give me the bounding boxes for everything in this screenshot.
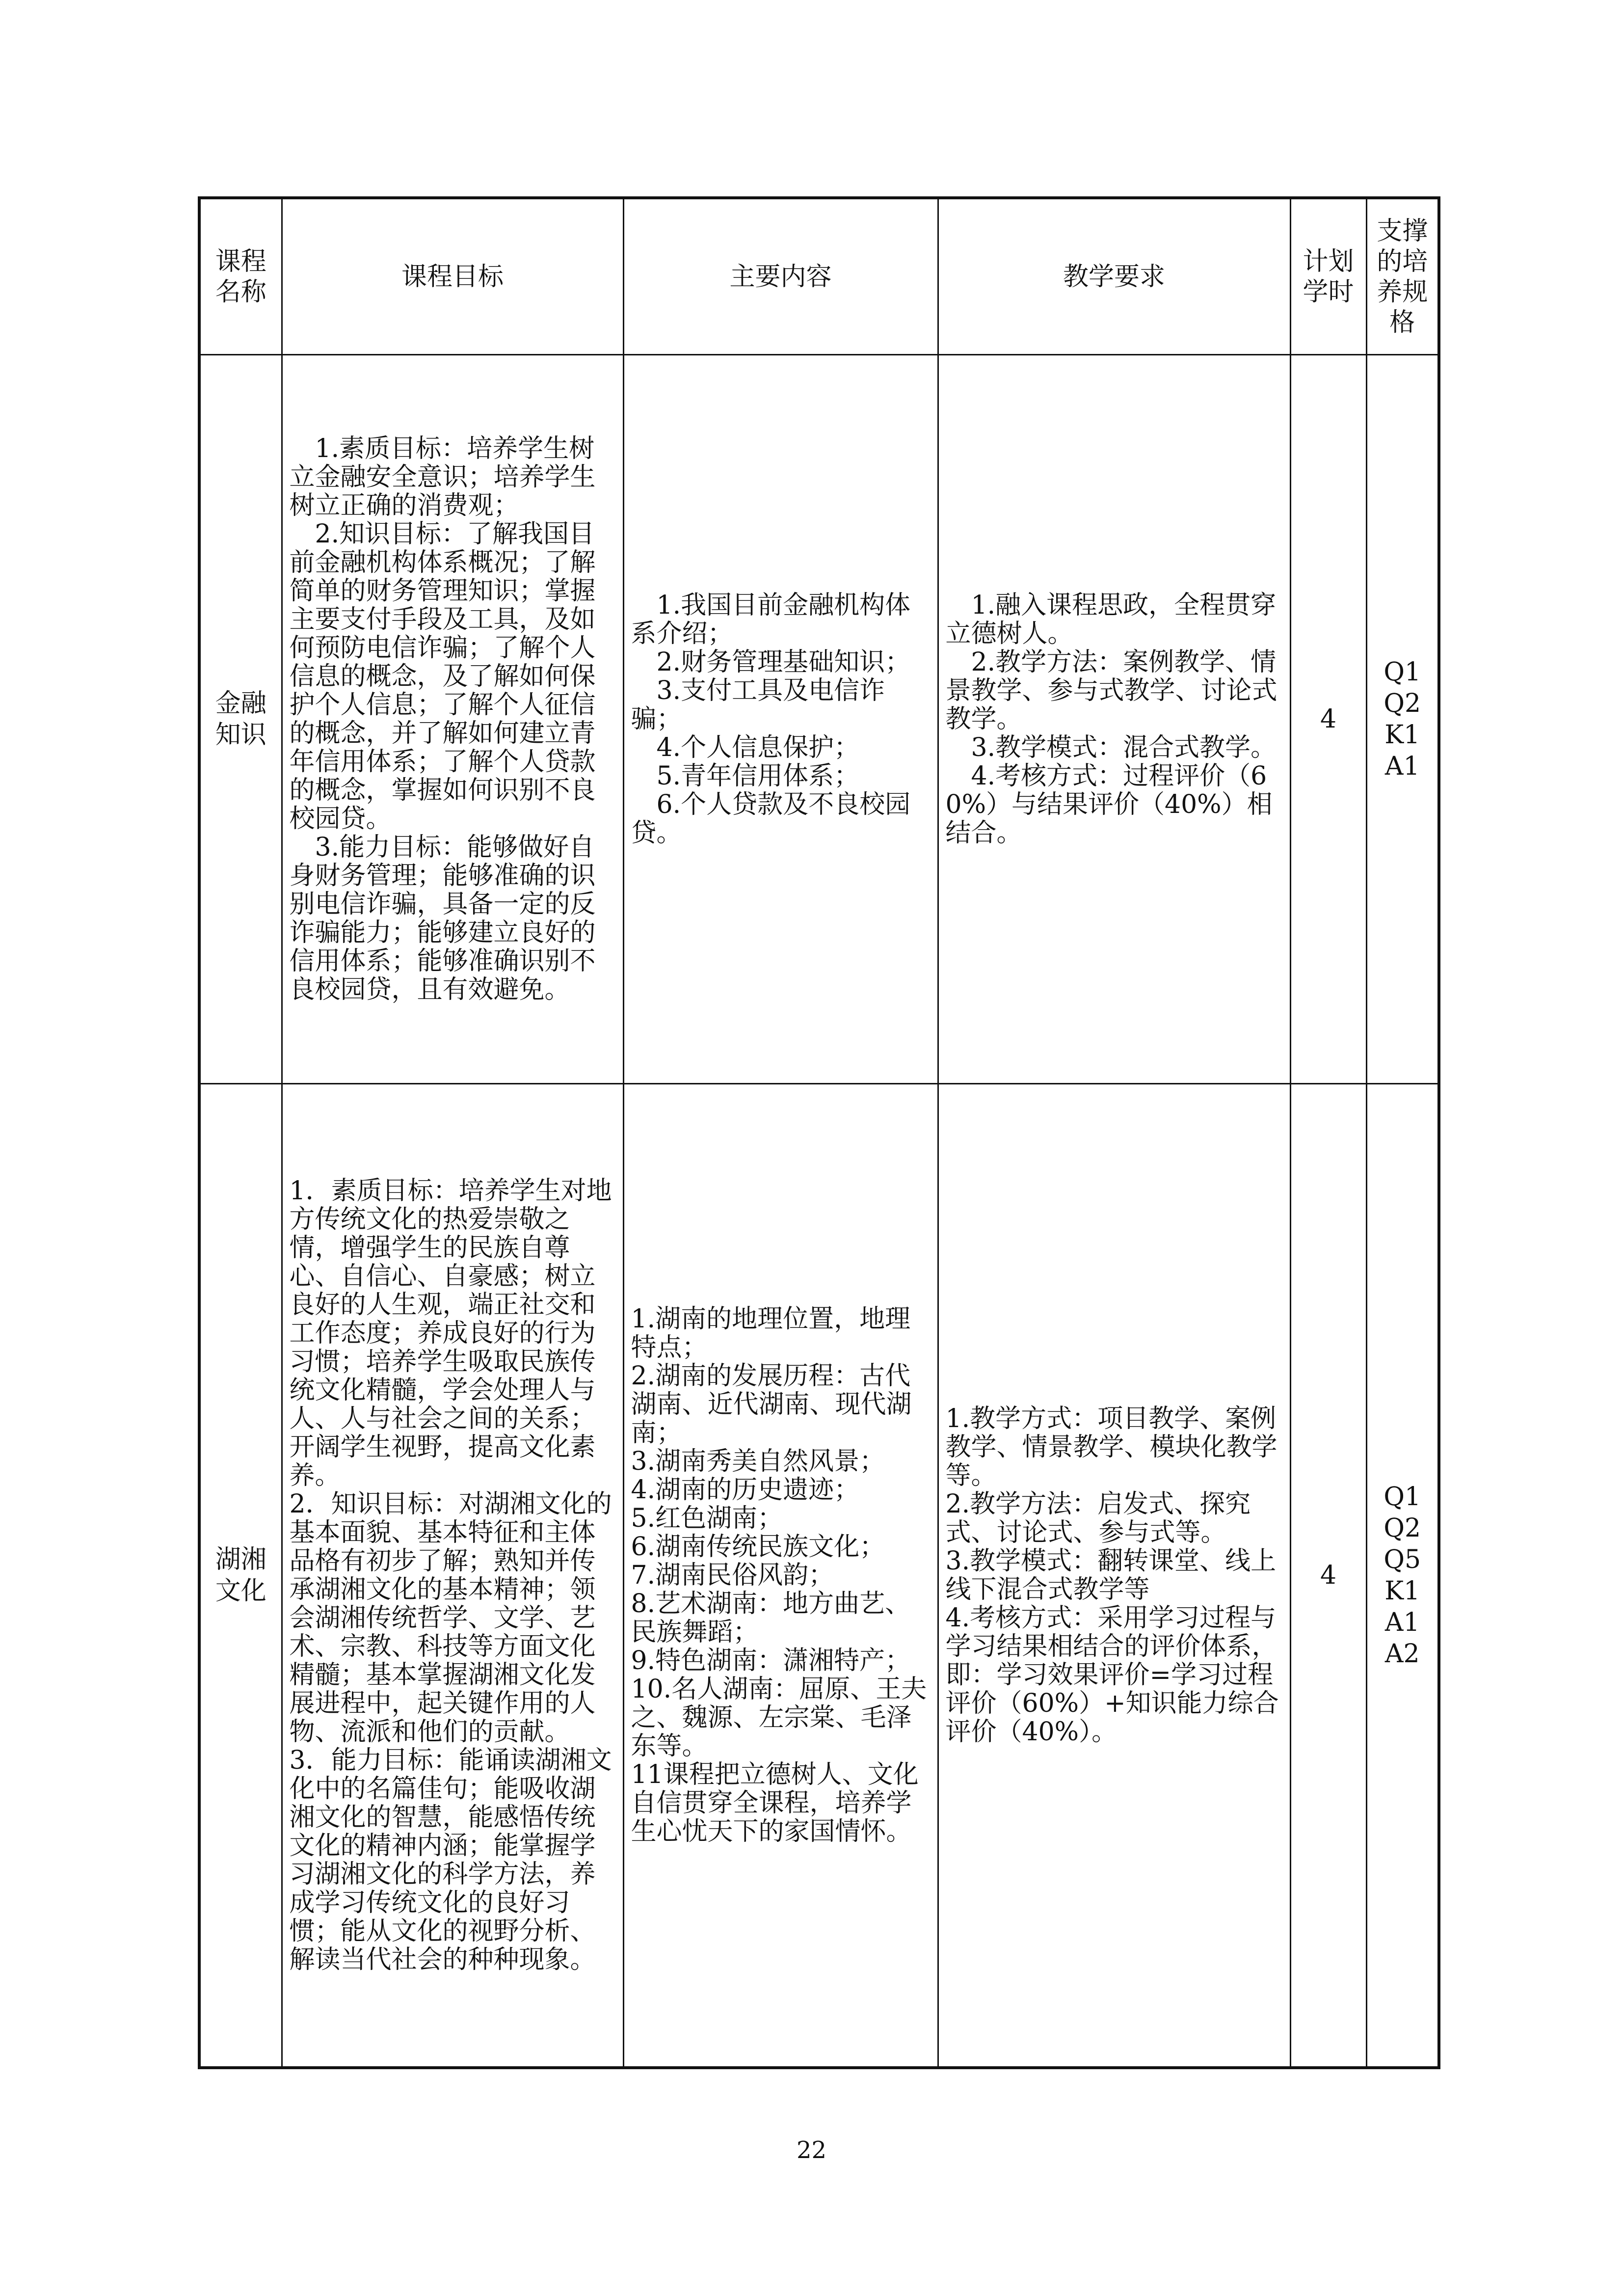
requirement-item: 2.教学方法：启发式、探究式、讨论式、参与式等。	[945, 1489, 1251, 1547]
course-name-cell: 湖湘 文化	[199, 1084, 282, 2068]
requirement-item: 4.考核方式：采用学习过程与学习结果相结合的评价体系，即：学习效果评价=学习过程评价（60%）+知识能力综合评价（40%）。	[945, 1603, 1279, 1747]
requirement-item: 3.教学模式：翻转课堂、线上线下混合式教学等	[945, 1546, 1277, 1604]
content-item: 5.青年信用体系；	[656, 761, 860, 791]
course-name-cell: 金融 知识	[199, 355, 282, 1084]
spec-code: A1	[1384, 1607, 1420, 1637]
content-item: 6.湖南传统民族文化；	[631, 1532, 885, 1562]
content-item: 2.湖南的发展历程：古代湖南、近代湖南、现代湖南；	[631, 1361, 912, 1448]
header-main-content: 主要内容	[623, 198, 938, 355]
requirements-cell	[938, 1084, 1290, 2068]
table-row	[199, 355, 1439, 1084]
content-item: 4.湖南的历史遗迹；	[631, 1475, 860, 1505]
content-item: 1.湖南的地理位置，地理特点；	[631, 1304, 911, 1362]
objective-item: 3.能力目标：能够做好自身财务管理；能够准确的识别电信诈骗，具备一定的反诈骗能力；能够建立良好的信用体系；能够准确识别不良校园贷，且有效避免。	[289, 833, 596, 1004]
hours-cell: 4	[1290, 355, 1366, 1084]
requirement-item: 1.融入课程思政，全程贯穿立德树人。	[945, 591, 1277, 648]
content-item: 7.湖南民俗风韵；	[631, 1560, 834, 1590]
objective-item: 1.素质目标：培养学生树立金融安全意识；培养学生树立正确的消费观；	[289, 434, 596, 520]
content-item: 11课程把立德树人、文化自信贯穿全课程，培养学生心忧天下的家国情怀。	[631, 1759, 919, 1846]
header-teaching-requirements: 教学要求	[938, 198, 1290, 355]
header-planned-hours: 计划 学时	[1290, 198, 1366, 355]
header-course-objectives: 课程目标	[282, 198, 623, 355]
objective-item: 2.知识目标：了解我国目前金融机构体系概况；了解简单的财务管理知识；掌握主要支付手段及工具，及如何预防电信诈骗；了解个人信息的概念，及了解如何保护个人信息；了解个人征信的概念，并了解如何建立青年信用体系；了解个人贷款的概念，掌握如何识别不良校园贷。	[289, 519, 596, 834]
content-item: 4.个人信息保护；	[656, 733, 860, 762]
header-supported-specs: 支撑 的培 养规 格	[1366, 198, 1439, 355]
hours-cell: 4	[1290, 1084, 1366, 2068]
requirement-item: 1.教学方式：项目教学、案例教学、情景教学、模块化教学等。	[945, 1404, 1277, 1490]
content-item: 9.特色湖南：潇湘特产；	[631, 1646, 911, 1675]
requirement-item: 2.教学方法：案例教学、情景教学、参与式教学、讨论式教学。	[945, 648, 1277, 734]
spec-code: A2	[1384, 1639, 1420, 1669]
spec-code: K1	[1384, 1576, 1420, 1606]
objectives-cell	[282, 355, 623, 1084]
specs-cell	[1366, 355, 1439, 1084]
page-number: 22	[796, 2136, 827, 2164]
content-item: 5.红色湖南；	[631, 1503, 783, 1533]
content-item: 10.名人湖南：屈原、王夫之、魏源、左宗棠、毛泽东等。	[631, 1674, 927, 1761]
requirement-item: 4.考核方式：过程评价（60%）与结果评价（40%）相结合。	[945, 761, 1273, 848]
requirements-cell	[938, 355, 1290, 1084]
spec-code: Q2	[1384, 1513, 1421, 1543]
content-cell	[623, 1084, 938, 2068]
header-course-name: 课程 名称	[199, 198, 282, 355]
table-row	[199, 1084, 1439, 2068]
requirement-item: 3.教学模式：混合式教学。	[971, 733, 1277, 762]
spec-code: Q1	[1384, 657, 1421, 687]
content-item: 2.财务管理基础知识；	[656, 648, 911, 677]
spec-code: Q5	[1384, 1544, 1421, 1574]
table-header-row	[199, 198, 1439, 355]
spec-code: Q2	[1384, 689, 1421, 718]
content-item: 8.艺术湖南：地方曲艺、民族舞蹈；	[631, 1589, 911, 1647]
objectives-cell	[282, 1084, 623, 2068]
objective-item: 2．知识目标：对湖湘文化的基本面貌、基本特征和主体品格有初步了解；熟知并传承湖湘文化的基本精神；领会湖湘传统哲学、文学、艺术、宗教、科技等方面文化精髓；基本掌握湖湘文化发展进程中，起关键作用的人物、流派和他们的贡献。	[289, 1489, 612, 1747]
spec-code: K1	[1384, 720, 1420, 750]
specs-cell	[1366, 1084, 1439, 2068]
content-item: 1.我国目前金融机构体系介绍；	[631, 591, 911, 648]
content-item: 3.湖南秀美自然风景；	[631, 1446, 885, 1476]
curriculum-table	[198, 196, 1440, 2069]
objective-item: 1．素质目标：培养学生对地方传统文化的热爱崇敬之情，增强学生的民族自尊心、自信心、自豪感；树立良好的人生观，端正社交和工作态度；养成良好的行为习惯；培养学生吸取民族传统文化精髓，学会处理人与人、人与社会之间的关系；开阔学生视野，提高文化素养。	[289, 1176, 612, 1490]
spec-code: Q1	[1384, 1482, 1421, 1512]
content-item: 6.个人贷款及不良校园贷。	[631, 790, 911, 848]
objective-item: 3．能力目标：能诵读湖湘文化中的名篇佳句；能吸收湖湘文化的智慧，能感悟传统文化的精神内涵；能掌握学习湖湘文化的科学方法，养成学习传统文化的良好习惯；能从文化的视野分析、解读当代社会的种种现象。	[289, 1745, 612, 1974]
content-cell	[623, 355, 938, 1084]
curriculum-table-container	[198, 196, 1437, 2069]
content-item: 3.支付工具及电信诈骗；	[631, 676, 885, 734]
spec-code: A1	[1384, 752, 1420, 781]
